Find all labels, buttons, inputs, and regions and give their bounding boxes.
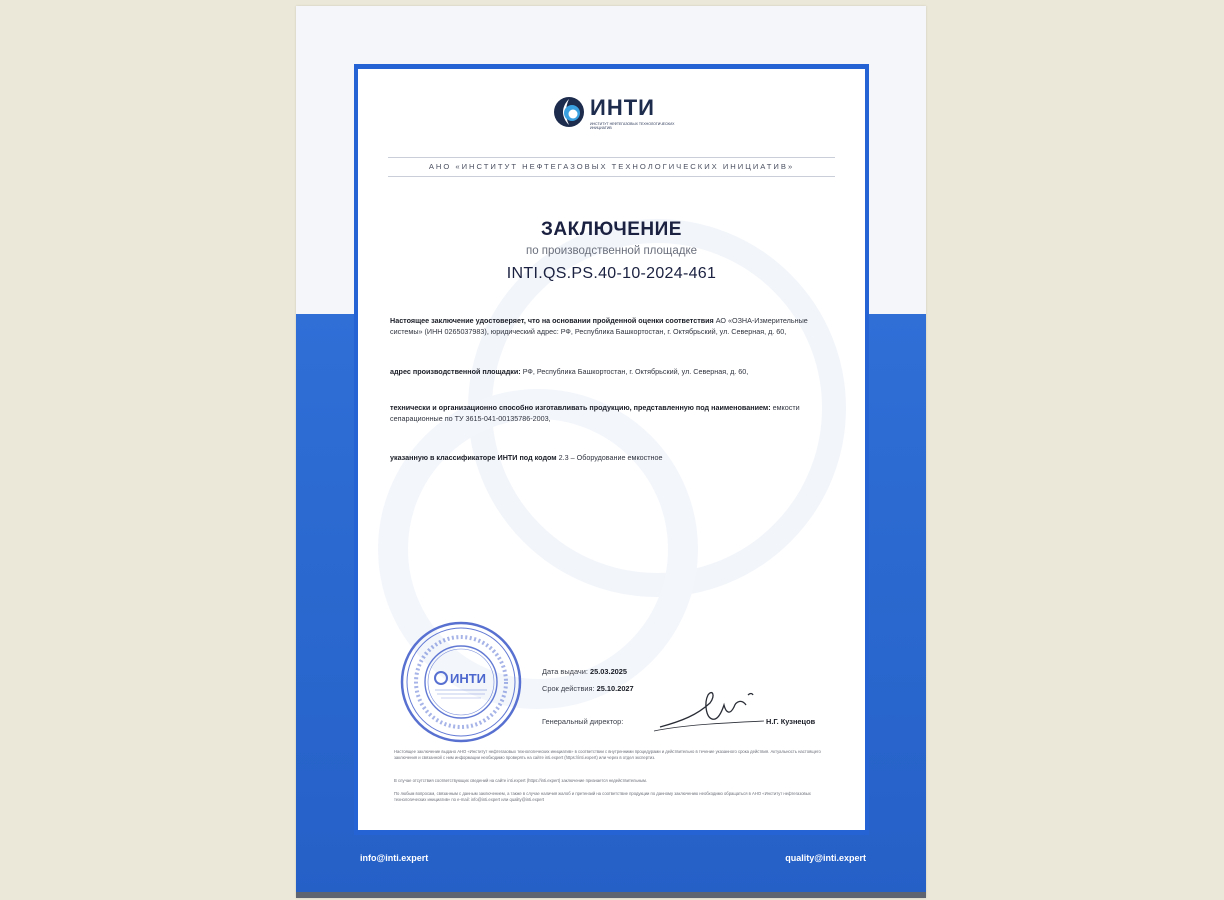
paragraph-products: [390, 402, 836, 424]
paragraph-classifier-lead: указанную в классификаторе ИНТИ под кодом: [390, 453, 557, 462]
director-name: Н.Г. Кузнецов: [766, 717, 816, 726]
director-label: Генеральный директор:: [542, 717, 624, 726]
paragraph-products-lead: технически и организационно способно изготавливать продукцию, представленную под наименованием:: [390, 403, 771, 412]
footer-email-info[interactable]: info@inti.expert: [360, 853, 429, 863]
paragraph-assessment: [390, 315, 836, 337]
logo-tagline: ИНСТИТУТ НЕФТЕГАЗОВЫХ ТЕХНОЛОГИЧЕСКИХ ИНИЦИАТИВ: [590, 122, 675, 130]
issue-date-label: Дата выдачи:: [542, 667, 588, 676]
organization-name: АНО «ИНСТИТУТ НЕФТЕГАЗОВЫХ ТЕХНОЛОГИЧЕСКИХ ИНИЦИАТИВ»: [428, 162, 795, 171]
fine-print-invalid: В случае отсутствия соответствующих сведений на сайте inti.expert (https://inti.expert) заключение признается недействительным.: [394, 778, 648, 783]
validity-label: Срок действия:: [542, 684, 595, 693]
issue-date-value: 25.03.2025: [590, 667, 628, 676]
paragraph-products-text: емкости сепарационные по ТУ 3615-041-00135786-2003,: [390, 403, 800, 423]
signature-block: [542, 663, 842, 743]
sheet-bottom-edge: [296, 892, 926, 898]
validity-value: 25.10.2027: [596, 684, 634, 693]
footer-email-quality[interactable]: quality@inti.expert: [785, 853, 866, 863]
document-subtitle: по производственной площадке: [525, 245, 698, 257]
logo-name: ИНТИ: [590, 95, 655, 120]
validity-row: [542, 684, 634, 693]
issue-date-row: [542, 667, 627, 676]
document-title: ЗАКЛЮЧЕНИЕ: [541, 219, 682, 240]
paragraph-assessment-lead: Настоящее заключение удостоверяет, что на основании пройденной оценки соответствия: [390, 316, 714, 325]
divider-top: [388, 157, 835, 158]
inti-logo: [552, 95, 682, 135]
document-number: INTI.QS.PS.40-10-2024-461: [506, 265, 717, 282]
paragraph-assessment-text: АО «ОЗНА-Измерительные системы» (ИНН 0265037983), юридический адрес: РФ, Республика Башкортостан, г. Октябрьский, ул. Северная, д. 60,: [390, 316, 808, 336]
paragraph-classifier-text: 2.3 – Оборудование емкостное: [556, 453, 663, 462]
paragraph-classifier: [390, 452, 836, 463]
organization-line: [388, 155, 835, 179]
paragraph-site-address: [390, 366, 836, 377]
certificate-card: [358, 69, 865, 830]
inti-logo-icon: [552, 95, 586, 129]
divider-bottom: [388, 176, 835, 177]
certificate-sheet: [296, 6, 926, 898]
stamp-center-text: ИНТИ: [450, 671, 487, 686]
official-stamp: [399, 620, 523, 744]
paragraph-site-address-text: РФ, Республика Башкортостан, г. Октябрьский, ул. Северная, д. 60,: [520, 367, 749, 376]
fine-print-validity: Настоящее заключение выдано АНО «Институт нефтегазовых технологических инициатив» в соответствии с внутренними процедурами и действительно в течение указанного срока действия. Актуальность настоящего заключения и связанной с ним информации необходимо проверять на сайте inti.expert (https://inti.expert) или через в отдел экспертиз.: [394, 749, 821, 760]
handwritten-signature: [652, 685, 772, 735]
paragraph-site-address-lead: адрес производственной площадки:: [390, 367, 521, 376]
fine-print-contacts: По любым вопросам, связанным с данным заключением, а также в случае наличия жалоб и претензий на соответствие продукции по данному заключению необходимо обращаться в АНО «Институт нефтегазовых технологических инициатив» по e-mail: info@inti.expert или quality@inti.expert: [394, 791, 811, 802]
